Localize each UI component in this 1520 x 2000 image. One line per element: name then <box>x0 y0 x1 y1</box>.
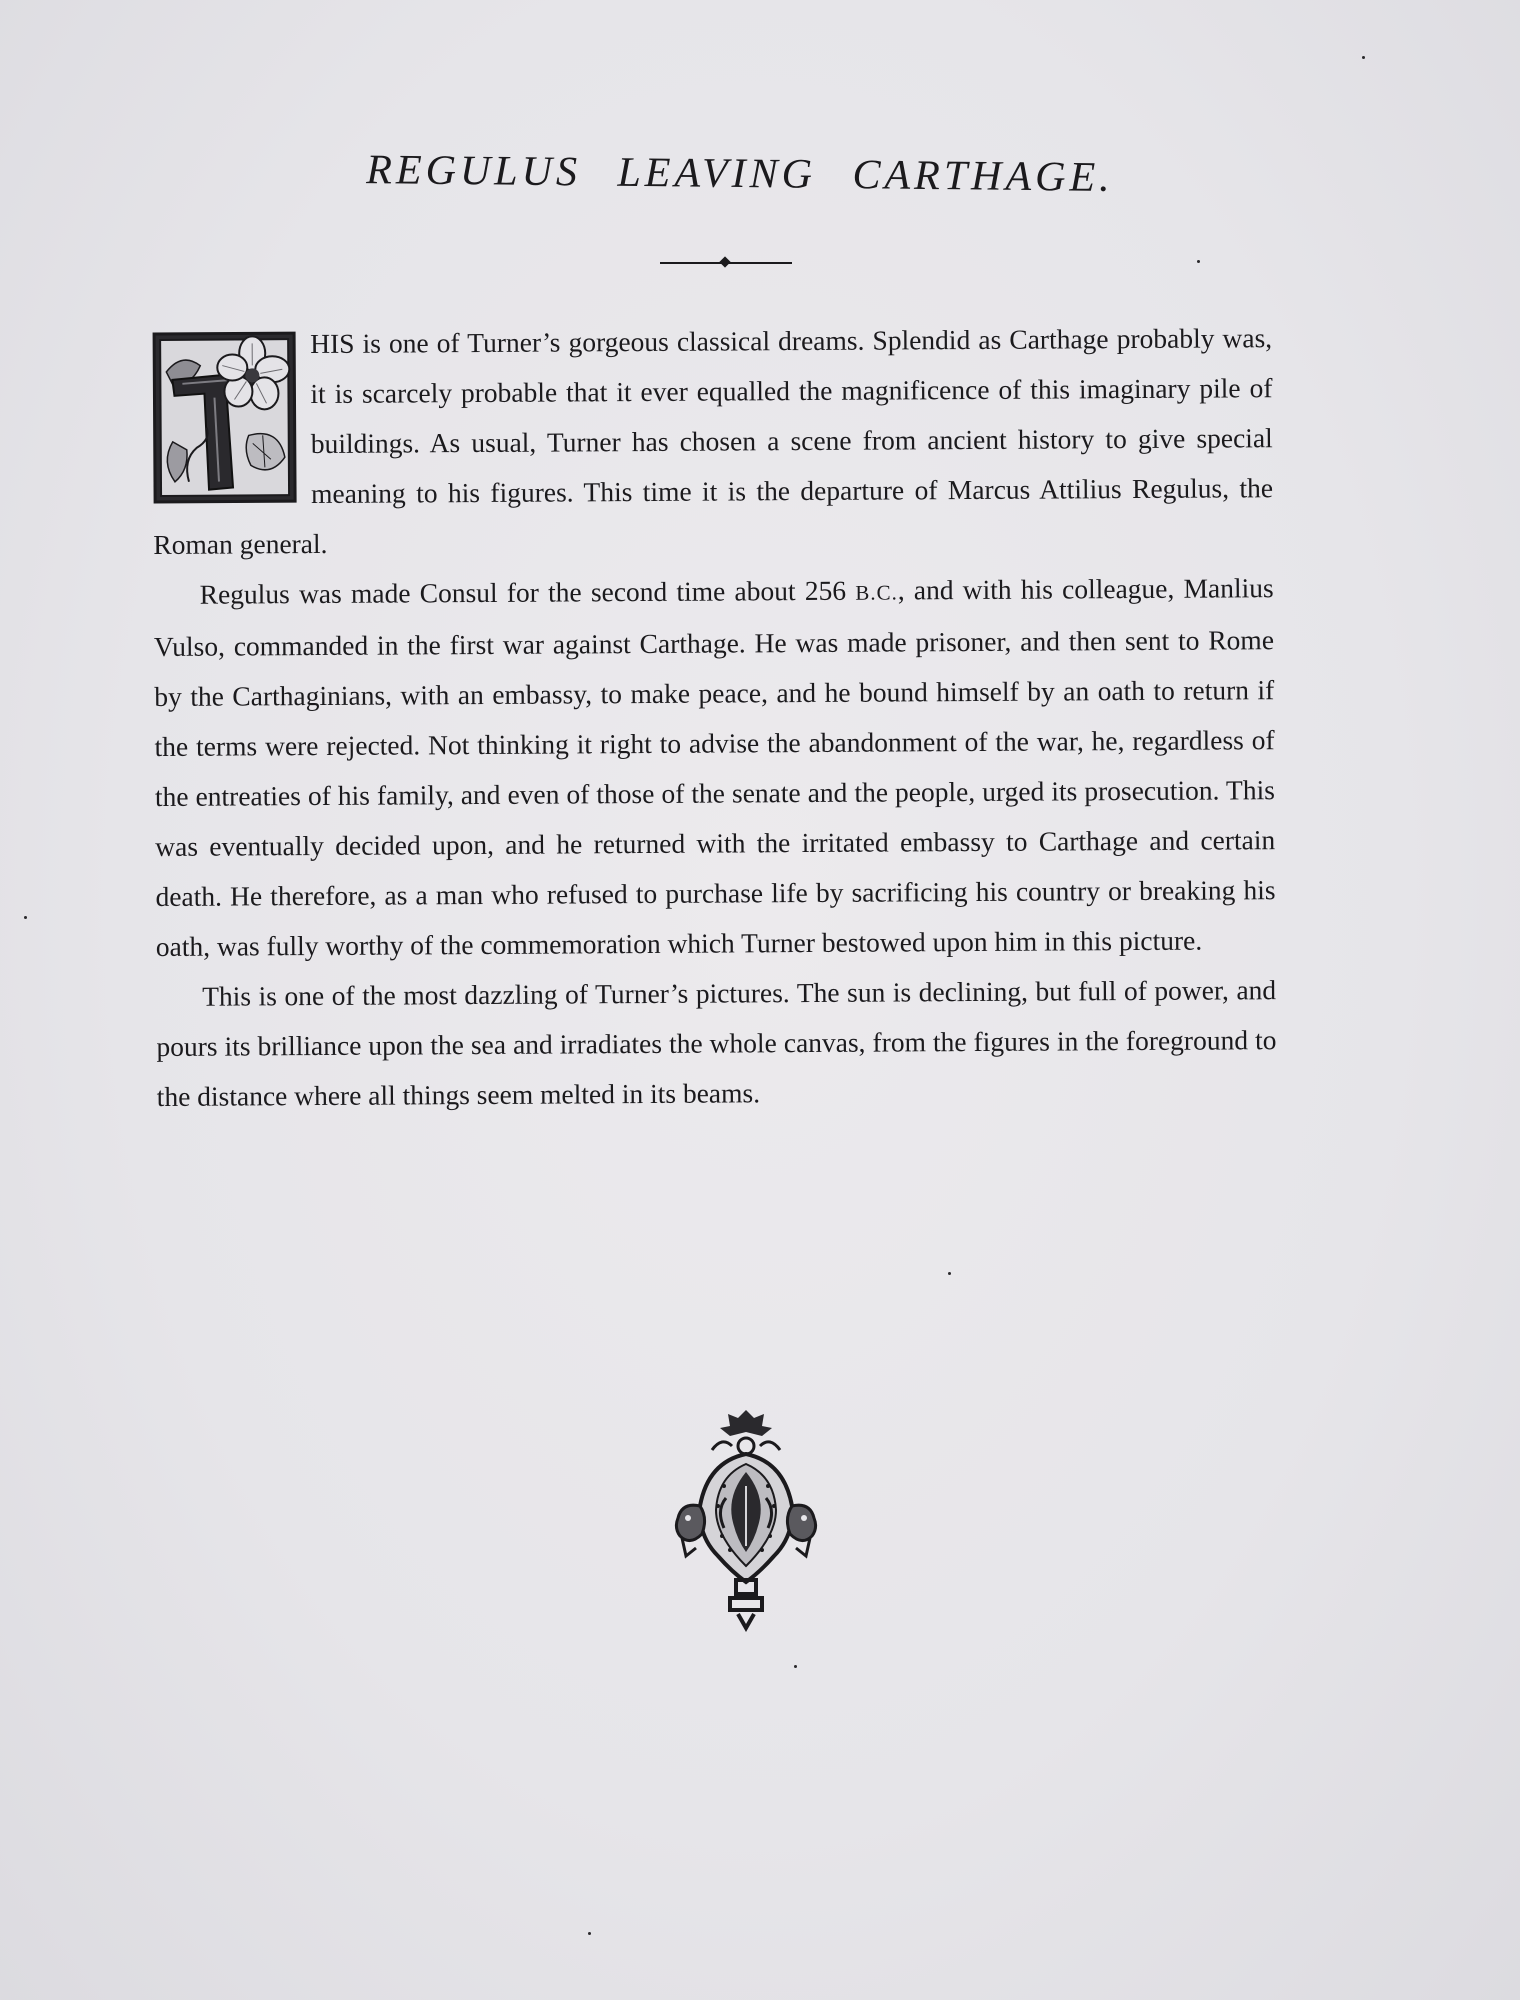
paragraph-3: This is one of the most dazzling of Turner’s pictures. The sun is declining, but full of power, and pours its brilliance upon the sea and irradiates the whole canvas, from the figures in the foreground to the distance where all things seem melted in its beams. <box>156 974 1277 1112</box>
floral-initial-icon <box>152 331 297 504</box>
paper-speck <box>1197 260 1200 263</box>
paragraph-2 <box>154 563 1276 972</box>
diamond-rule-icon <box>719 256 730 267</box>
paper-speck <box>948 1272 951 1275</box>
fleur-ornament-icon <box>672 1406 820 1632</box>
paper-speck <box>1362 56 1365 59</box>
paragraph-1 <box>152 313 1274 570</box>
paragraph-2-text-a: Regulus was made Consul for the second time about 256 <box>199 574 847 610</box>
paper-speck <box>24 916 27 919</box>
paragraph-2-text-b: , and with his colleague, Manlius Vulso, commanded in the first war against Carthage. He was made prisoner, and then sent to Rome by the Carthaginians, with an embassy, to make peace, and he bound himself by an oath to return if the terms were rejected. Not thinking it right to advise the abandonment of the war, he, regardless of the entreaties of his family, and even of those of the senate and the people, urged its prosecution. This was eventually decided upon, and he returned with the irritated embassy to Carthage and certain death. He therefore, as a man who refused to purchase life by sacrificing his country or breaking his oath, was fully worthy of the commemoration which Turner bestowed upon him in this picture. <box>153 572 1276 962</box>
paragraph-1-text: HIS is one of Turner’s gorgeous classical dreams. Splendid as Carthage probably was, it is scarcely probable that it ever equalled the magnificence of this imaginary pile of buildings. As usual, Turner has chosen a scene from ancient history to give special meaning to his figures. This time it is the departure of Marcus Attilius Regulus, the Roman general. <box>153 322 1274 560</box>
paper-speck <box>794 1665 797 1668</box>
body-text <box>152 313 1277 1122</box>
paper-speck <box>588 1932 591 1935</box>
era-abbreviation: B.C. <box>855 580 898 605</box>
page-title: REGULUS LEAVING CARTHAGE. <box>366 147 1114 201</box>
